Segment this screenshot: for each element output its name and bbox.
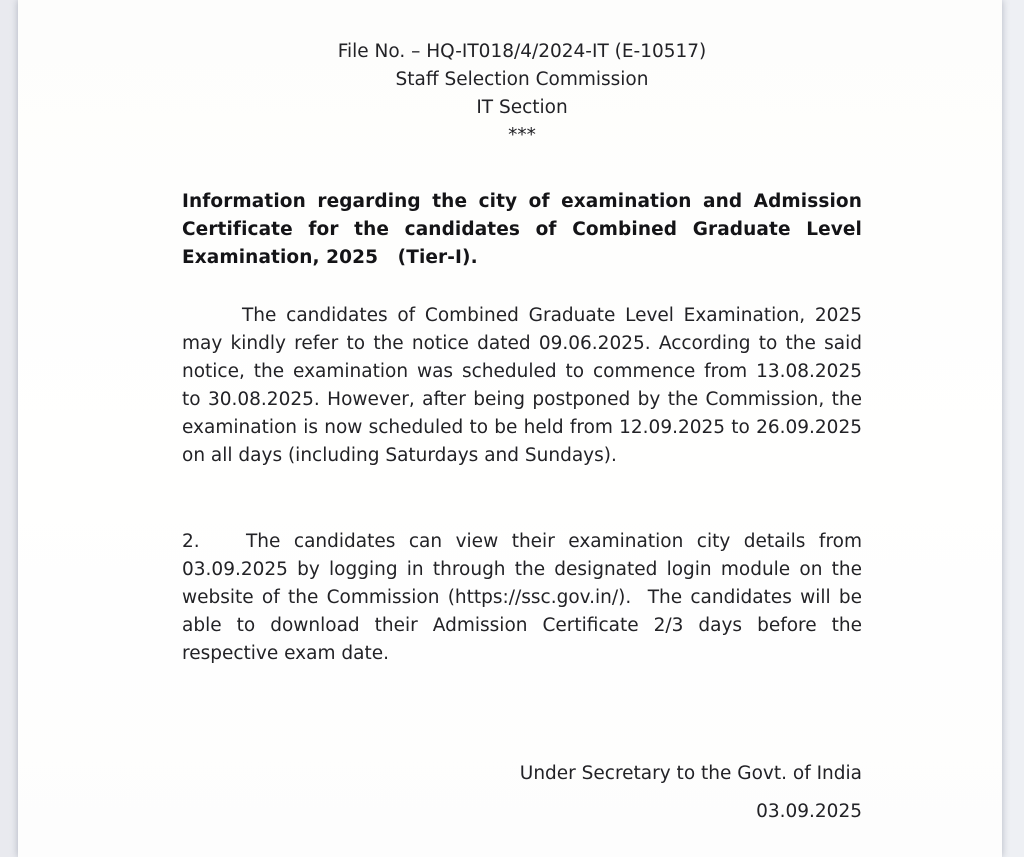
subject-heading: Information regarding the city of examination and Admission Certificate for the candidates of Combined Graduate Level Examination, 2025 (Tier-I).: [182, 191, 862, 268]
organization-name: Staff Selection Commission: [395, 69, 649, 90]
paragraph-1: The candidates of Combined Graduate Level Examination, 2025 may kindly refer to the notice dated 09.06.2025. According to the said notice, the examination was scheduled to commence from 13.08.2025 to 30.08.2025. However, after being postponed by the Commission, the examination is now scheduled to be held from 12.09.2025 to 26.09.2025 on all days (including Saturdays and Sundays).: [182, 305, 862, 466]
signatory-title: Under Secretary to the Govt. of India: [519, 763, 862, 784]
paragraph-2-text: The candidates can view their examination city details from 03.09.2025 by logging in through the designated login module on the website of the Commission (https://ssc.gov.in/). The candidates will be able to download their Admission Certificate 2/3 days before the respective exam date.: [182, 531, 862, 664]
paragraph-2-number: 2.: [182, 531, 200, 552]
document-content: [182, 38, 862, 826]
document-header: [182, 38, 862, 150]
signature-block: [182, 760, 862, 826]
paragraph-2: [182, 528, 862, 668]
file-number: File No. – HQ-IT018/4/2024-IT (E-10517): [337, 41, 707, 62]
signature-date: 03.09.2025: [756, 801, 862, 822]
document-page: [18, 0, 1002, 857]
separator-stars: ***: [508, 125, 536, 146]
section-name: IT Section: [476, 97, 568, 118]
